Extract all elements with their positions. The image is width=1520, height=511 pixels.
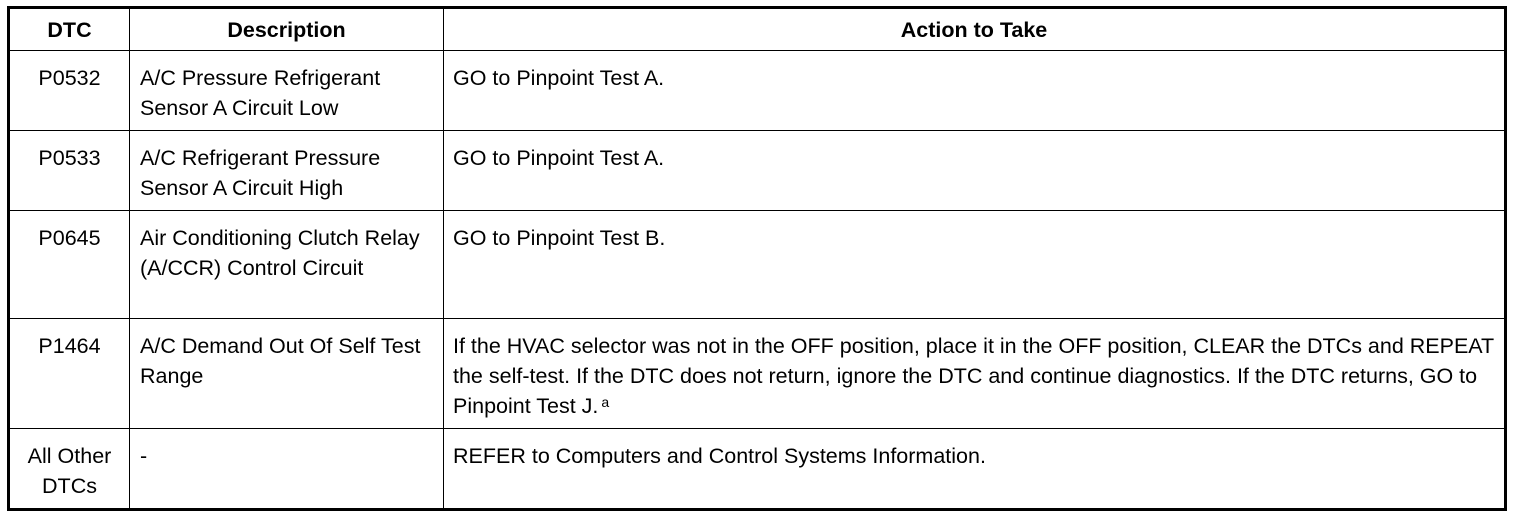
action-cell — [444, 429, 1506, 510]
table-row — [9, 51, 1506, 131]
description-cell: A/C Pressure Refrigerant Sensor A Circuit Low — [130, 51, 444, 131]
action-text: If the HVAC selector was not in the OFF position, place it in the OFF position, CLEAR the DTCs and REPEAT the self-test. If the DTC does not return, ignore the DTC and continue diagnostics. If the DTC returns, GO to Pinpoint Test J. — [453, 334, 1494, 418]
table-row — [9, 429, 1506, 510]
dtc-code-cell: All Other DTCs — [9, 429, 130, 510]
table-row — [9, 319, 1506, 429]
dtc-code-cell: P0532 — [9, 51, 130, 131]
table-row — [9, 131, 1506, 211]
description-cell: A/C Demand Out Of Self Test Range — [130, 319, 444, 429]
header-dtc: DTC — [9, 8, 130, 51]
description-cell: - — [130, 429, 444, 510]
dtc-code-cell: P0645 — [9, 211, 130, 319]
header-action: Action to Take — [444, 8, 1506, 51]
action-cell — [444, 131, 1506, 211]
dtc-table — [7, 6, 1507, 511]
table-header-row — [9, 8, 1506, 51]
action-cell — [444, 319, 1506, 429]
description-cell: A/C Refrigerant Pressure Sensor A Circuit High — [130, 131, 444, 211]
dtc-code-cell: P1464 — [9, 319, 130, 429]
action-text: GO to Pinpoint Test A. — [453, 66, 665, 90]
action-text: GO to Pinpoint Test A. — [453, 146, 665, 170]
table-row — [9, 211, 1506, 319]
footnote-marker: a — [601, 394, 610, 410]
dtc-code-cell: P0533 — [9, 131, 130, 211]
description-cell: Air Conditioning Clutch Relay (A/CCR) Control Circuit — [130, 211, 444, 319]
action-cell — [444, 51, 1506, 131]
action-text: GO to Pinpoint Test B. — [453, 226, 666, 250]
header-description: Description — [130, 8, 444, 51]
action-text: REFER to Computers and Control Systems Information. — [453, 444, 986, 468]
action-cell — [444, 211, 1506, 319]
